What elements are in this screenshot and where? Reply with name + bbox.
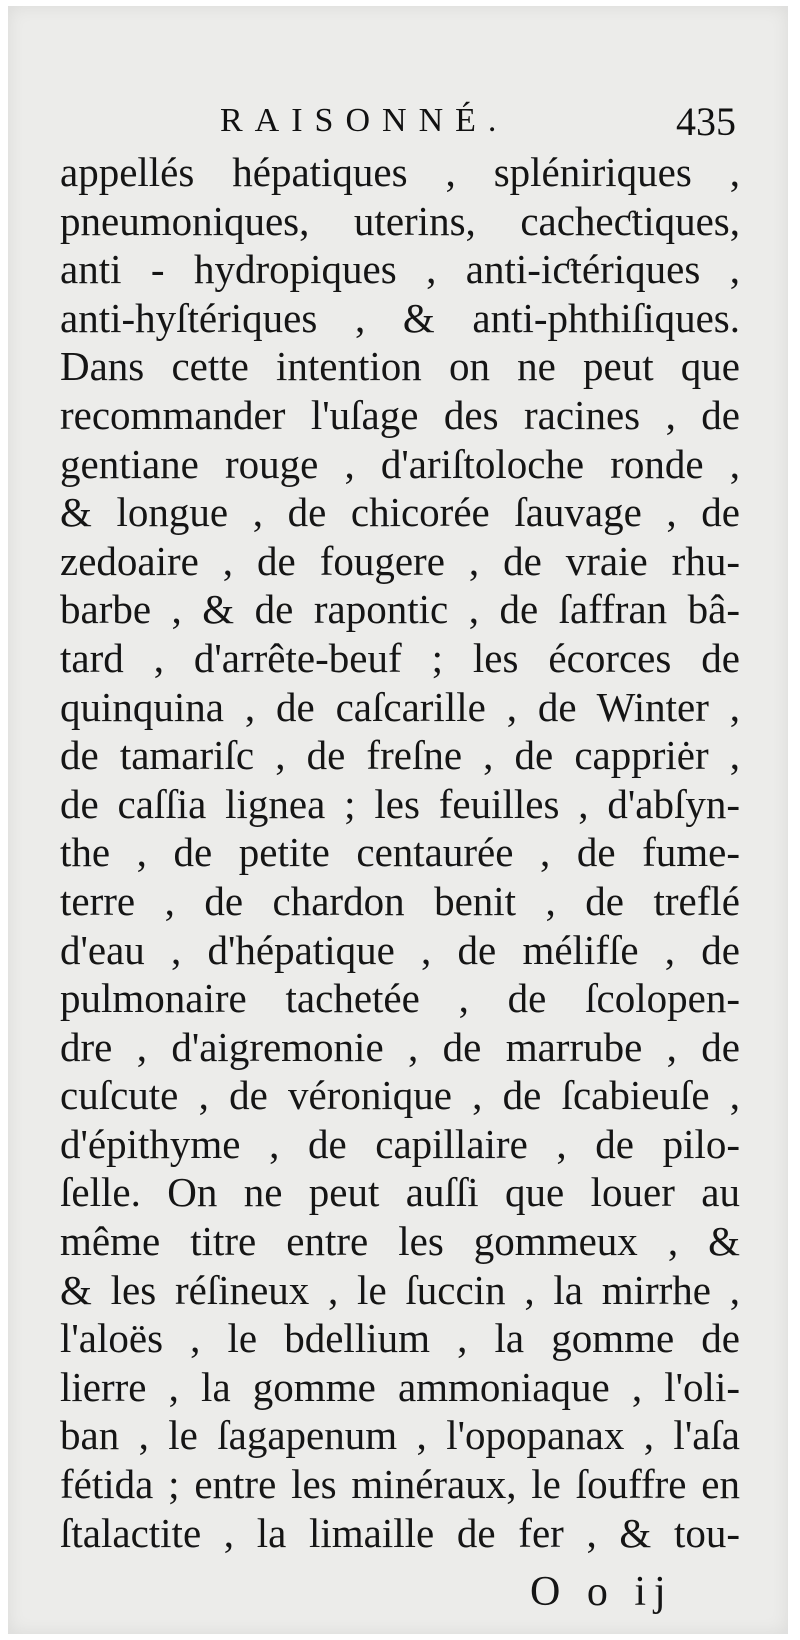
text-line: tard , d'arrête-beuf ; les écorces de [60,634,740,681]
text-line: fétida ; entre les minéraux, le ſouffre en [60,1461,740,1508]
text-line: de tamariſc , de freſne , de cappriėr , [60,732,740,779]
text-line: anti-hyſtériques , & anti-phthiſiques. [60,294,740,341]
text-line: ſtalactite , la limaille de fer , & tou- [60,1509,740,1556]
text-line: pneumoniques, uterins, cacheƈtiques, [60,197,740,244]
text-line: & les réſineux , le ſuccin , la mirrhe , [60,1266,740,1313]
page-header [60,100,740,150]
text-line: l'aloës , le bdellium , la gomme de [60,1315,740,1362]
text-line: Dans cette intention on ne peut que [60,343,740,390]
text-line: d'épithyme , de capillaire , de pilo- [60,1120,740,1167]
text-line: appellés hépatiques , spléniriques , [60,149,740,195]
text-line: cuſcute , de véronique , de ſcabieuſe , [60,1072,740,1119]
text-line: zedoaire , de fougere , de vraie rhu- [60,537,740,584]
text-line: pulmonaire tachetée , de ſcolopen- [60,975,740,1022]
running-head: RAISONNÉ. [220,102,509,139]
text-line: the , de petite centaurée , de fume- [60,829,740,876]
text-line: d'eau , d'hépatique , de mélifſe , de [60,926,740,973]
text-line: ſelle. On ne peut auſſi que louer au [60,1169,740,1216]
page-number: 435 [676,99,736,144]
text-line: de caſſia lignea ; les feuilles , d'abſyn- [60,780,740,827]
text-line: terre , de chardon benit , de treflé [60,877,740,924]
text-line: quinquina , de caſcarille , de Winter , [60,683,740,730]
text-line: ban , le ſagapenum , l'opopanax , l'aſa [60,1412,740,1459]
text-line: même titre entre les gommeux , & [60,1218,740,1265]
text-line: barbe , & de rapontic , de ſaffran bâ- [60,586,740,633]
signature-mark: O o ij [530,1569,674,1615]
text-line: & longue , de chicorée ſauvage , de [60,489,740,536]
text-line: dre , d'aigremonie , de marrube , de [60,1023,740,1070]
text-line: lierre , la gomme ammoniaque , l'oli- [60,1363,740,1410]
text-line: anti - hydropiques , anti-iƈtériques , [60,246,740,293]
text-line: recommander l'uſage des racines , de [60,391,740,438]
text-line: gentiane rouge , d'ariſtoloche ronde , [60,440,740,487]
body-text [60,148,740,1557]
